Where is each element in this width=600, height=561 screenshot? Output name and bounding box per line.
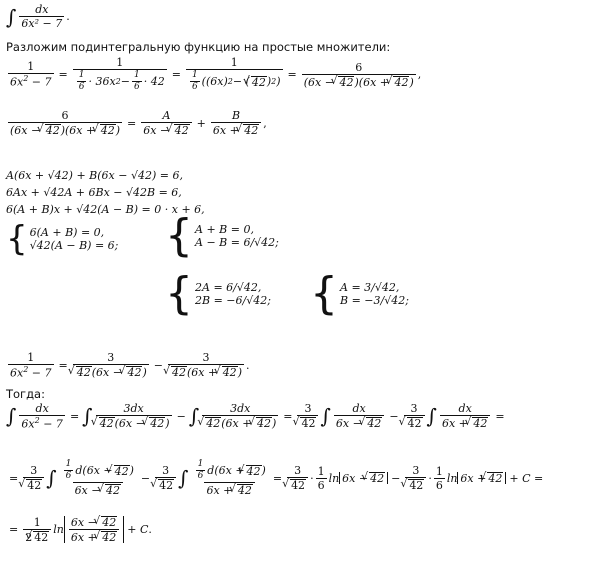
system-1-row-1: 6(A + B) = 0, — [29, 226, 105, 239]
problem-denominator: 6x² − 7 — [21, 17, 63, 30]
system-1: { 6(A + B) = 0, √42(A − B) = 6; — [6, 219, 119, 259]
system-3-row-2: 2B = −6/√42; — [195, 294, 271, 307]
integral-sign: ∫ — [6, 4, 17, 29]
system-1-row-2: √42(A − B) = 6; — [29, 239, 119, 252]
system-2-row-2: A − B = 6/√42; — [195, 236, 279, 249]
decompose-text: Разложим подинтегральную функцию на простые множители: — [6, 40, 391, 54]
system-4-row-2: B = −3/√42; — [340, 294, 409, 307]
result-line: $\frac{1}{6x^2 - 7}$ = 3 √ 42(6x − √ 42) − 3 √ 42(6x + √ 42) . — [6, 352, 249, 379]
system-3: { 2A = 6/√42, 2B = −6/√42; — [165, 268, 271, 319]
problem-fraction — [19, 4, 64, 29]
problem-numerator: dx — [35, 3, 49, 16]
partial-fractions: $\frac{6}{(6x - √ 42)(6x + √ 42)}$ = $\frac{A}{6x - √ 42}$ + $\frac{B}{6x + √ 42}$ , — [6, 110, 267, 136]
equation-3: 6(A + B)x + √42(A − B) = 0 · x + 6, — [6, 203, 205, 216]
equation-2: 6Ax + √42A + 6Bx − √42B = 6, — [6, 186, 182, 199]
integral-line-2: = 3 √ 42 ∫ $\frac{1}{6}$ d(6x − √ 42 ) 6x − √ 42 − 3 √ 42 ∫ $\frac{1}{6}$ d(6x + √ 42 ) 6x + √ 42 = 3 √ 42 · $\frac{1}{6}$ ln 6x − √ 42 − 3 √ 42 · $\frac{1}{6}$ ln 6x + √ 42 + C = — [6, 460, 546, 496]
equation-1: A(6x + √42) + B(6x − √42) = 6, — [6, 169, 183, 182]
system-4: { A = 3/√42, B = −3/√42; — [310, 268, 409, 319]
system-3-row-1: 2A = 6/√42, — [195, 281, 262, 294]
then-text: Тогда: — [6, 387, 45, 401]
system-4-row-1: A = 3/√42, — [340, 281, 400, 294]
final-answer: = $\frac{1}{2√ 42}$ ln $\frac{6x - √ 42}{6x + √ 42}$ + C. — [6, 516, 155, 543]
decomp-line: $\frac{1}{6x^2 - 7}$ = 1 $\frac{1}{6}$ · 36x 2 − $\frac{1}{6}$ · 42 = 1 $\frac{1}{6}$ ((6x) 2 − ( √ 42 ) 2 ) = $\frac{6}{(6x - √ 42)(6x + √ 42)}$ , — [6, 57, 421, 92]
integral-line-1: ∫ $\frac{dx}{6x^2 - 7}$ = ∫ 3dx √ 42(6x − √ 42) − ∫ 3dx √ 42(6x + √ 42) = 3 √ 42 ∫ $\frac{dx}{6x - √ 42}$ − 3 √ 42 ∫ $\frac{dx}{6x + √ 42}$ = — [6, 403, 508, 430]
system-2-row-1: A + B = 0, — [195, 223, 254, 236]
problem-integral: ∫ $\frac{dx}{\text{6x² − 7}}$ . — [6, 3, 70, 30]
system-2: { A + B = 0, A − B = 6/√42; — [165, 210, 279, 261]
